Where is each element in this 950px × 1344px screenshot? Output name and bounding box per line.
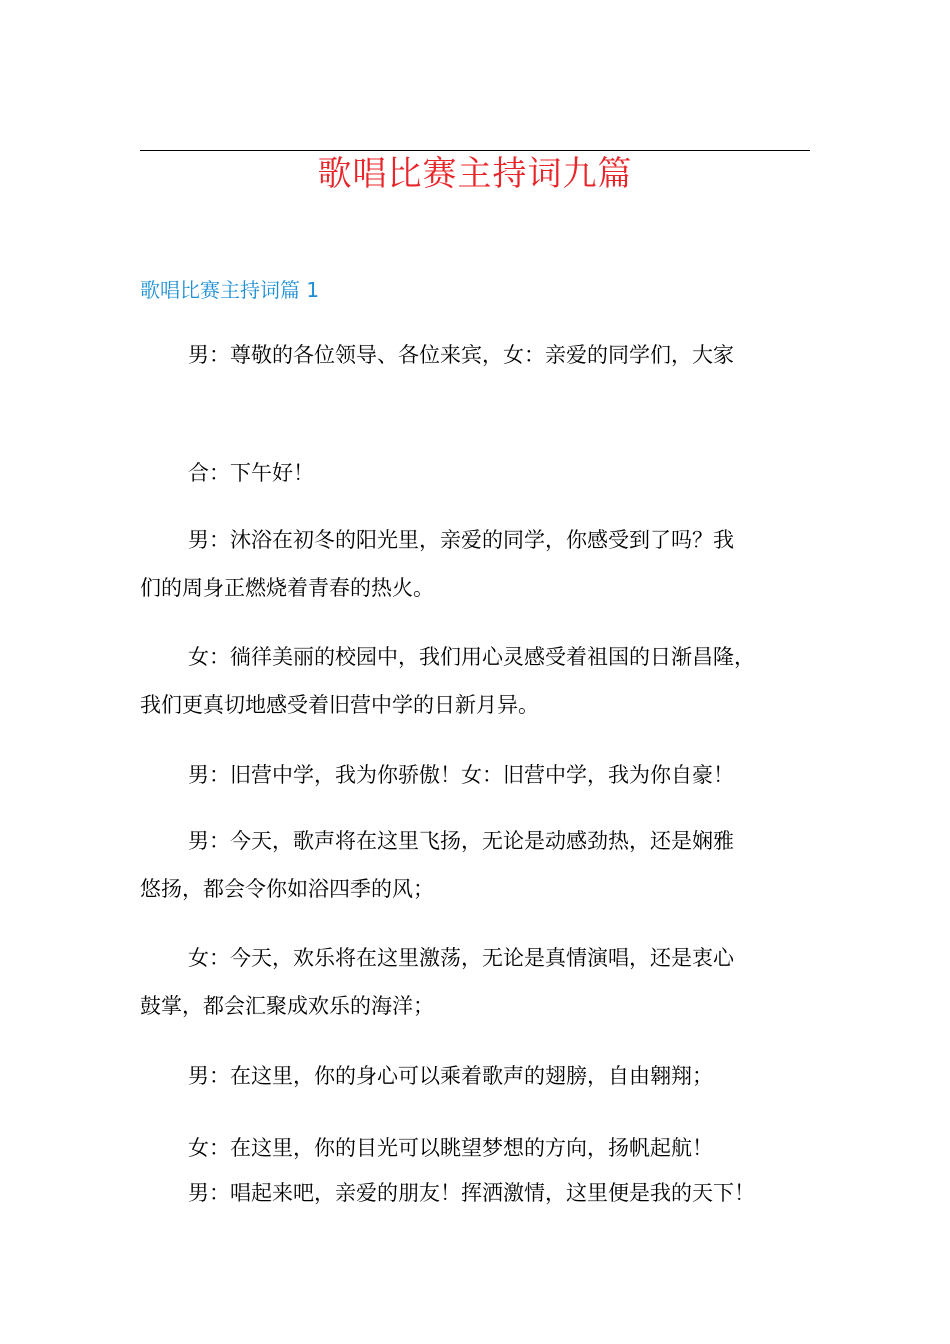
paragraph-line: 女：今天，欢乐将在这里激荡，无论是真情演唱，还是衷心 <box>188 946 734 970</box>
paragraph-line: 女：徜徉美丽的校园中，我们用心灵感受着祖国的日渐昌隆， <box>188 645 755 669</box>
paragraph <box>140 1052 810 1100</box>
paragraph-line: 悠扬，都会令你如浴四季的风； <box>140 877 434 901</box>
paragraph <box>140 934 810 1030</box>
paragraph-line: 男：唱起来吧，亲爱的朋友！挥洒激情，这里便是我的天下！ <box>188 1181 755 1205</box>
paragraph <box>140 1124 810 1172</box>
paragraph-line: 合：下午好！ <box>188 461 314 485</box>
document-title: 歌唱比赛主持词九篇 <box>317 154 633 194</box>
paragraph-line: 鼓掌，都会汇聚成欢乐的海洋； <box>140 994 434 1018</box>
paragraph-line: 男：今天，歌声将在这里飞扬，无论是动感劲热，还是娴雅 <box>188 829 734 853</box>
paragraph <box>140 751 810 799</box>
paragraph <box>140 516 810 612</box>
paragraph-line: 女：在这里，你的目光可以眺望梦想的方向，扬帆起航！ <box>188 1136 713 1160</box>
paragraph-line: 男：尊敬的各位领导、各位来宾，女：亲爱的同学们，大家 <box>188 343 734 367</box>
paragraph <box>140 331 810 379</box>
paragraph <box>140 633 810 729</box>
paragraph-line: 我们更真切地感受着旧营中学的日新月异。 <box>140 693 539 717</box>
paragraph <box>140 1169 810 1217</box>
paragraph-line: 男：旧营中学，我为你骄傲！女：旧营中学，我为你自豪！ <box>188 763 734 787</box>
paragraph-line: 男：沐浴在初冬的阳光里，亲爱的同学，你感受到了吗？我 <box>188 528 734 552</box>
paragraph <box>140 449 810 497</box>
paragraph-line: 男：在这里，你的身心可以乘着歌声的翅膀，自由翱翔； <box>188 1064 713 1088</box>
section-heading: 歌唱比赛主持词篇 1 <box>140 278 320 302</box>
paragraph-line: 们的周身正燃烧着青春的热火。 <box>140 576 434 600</box>
paragraph <box>140 817 810 913</box>
